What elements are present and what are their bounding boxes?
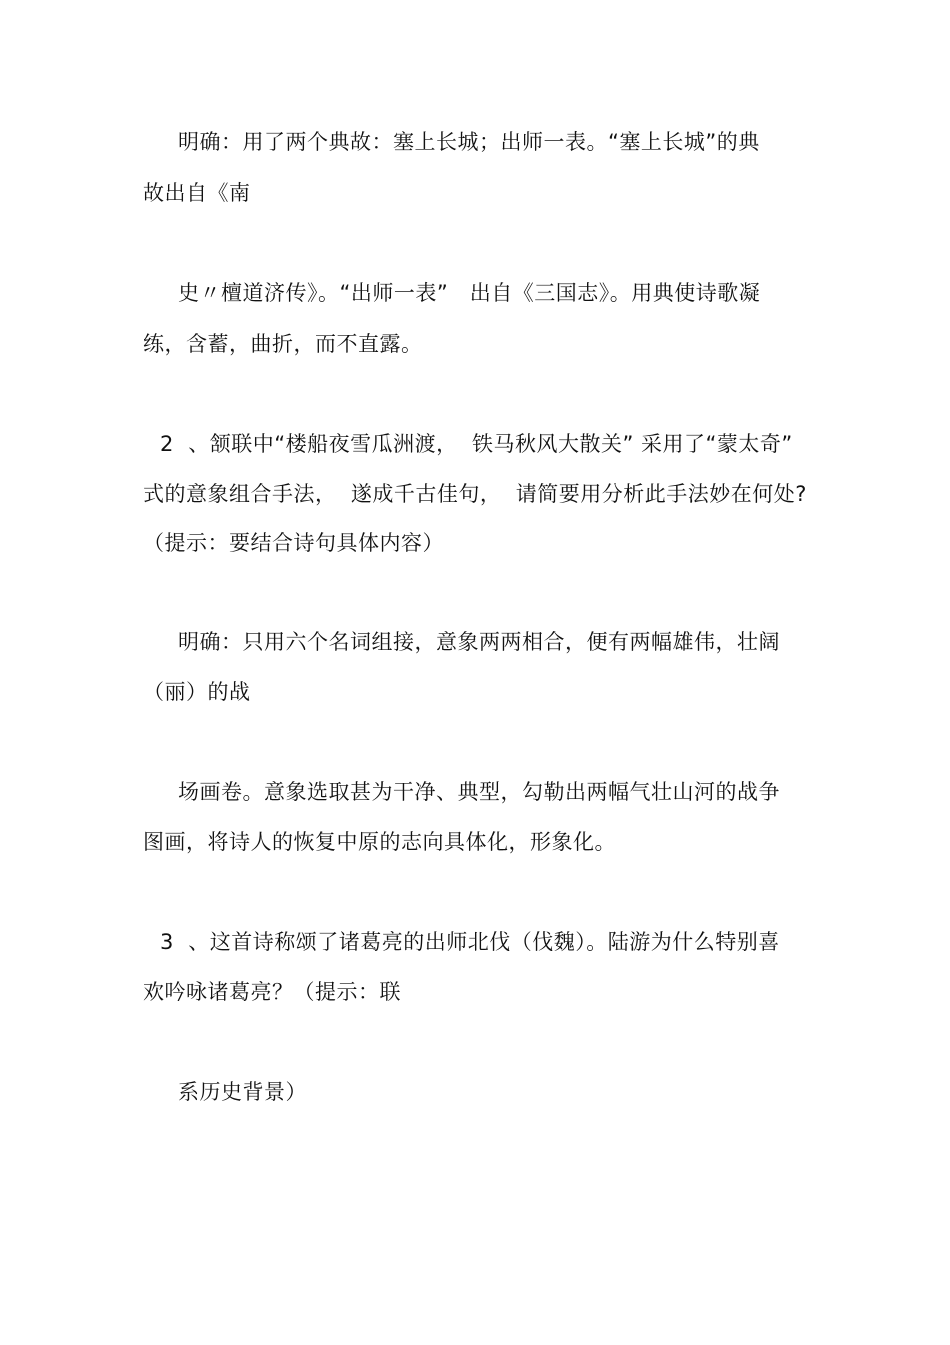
text-line-3: 史〃檀道济传》。“出师一表” 出自《三国志》。用典使诗歌凝 bbox=[178, 281, 761, 305]
text-line-12: 3 、这首诗称颂了诸葛亮的出师北伐（伐魏）。陆游为什么特别喜 bbox=[160, 930, 780, 954]
text-line-9: （丽）的战 bbox=[143, 680, 251, 704]
text-line-7: （提示：要结合诗句具体内容） bbox=[143, 531, 444, 555]
text-line-2: 故出自《南 bbox=[143, 181, 251, 205]
text-line-1: 明确：用了两个典故：塞上长城；出师一表。“塞上长城”的典 bbox=[178, 130, 760, 154]
text-line-11: 图画，将诗人的恢复中原的志向具体化，形象化。 bbox=[143, 830, 616, 854]
text-line-14: 系历史背景） bbox=[178, 1080, 307, 1104]
text-line-10: 场画卷。意象选取甚为干净、典型，勾勒出两幅气壮山河的战争 bbox=[178, 780, 780, 804]
text-line-6: 式的意象组合手法， 遂成千古佳句， 请简要用分析此手法妙在何处? bbox=[143, 482, 807, 506]
text-line-13: 欢吟咏诸葛亮？（提示：联 bbox=[143, 980, 401, 1004]
text-line-4: 练，含蓄，曲折，而不直露。 bbox=[143, 332, 423, 356]
text-line-5: 2 、颔联中“楼船夜雪瓜洲渡， 铁马秋风大散关” 采用了“蒙太奇” bbox=[160, 432, 793, 456]
text-line-8: 明确：只用六个名词组接，意象两两相合，便有两幅雄伟，壮阔 bbox=[178, 630, 780, 654]
